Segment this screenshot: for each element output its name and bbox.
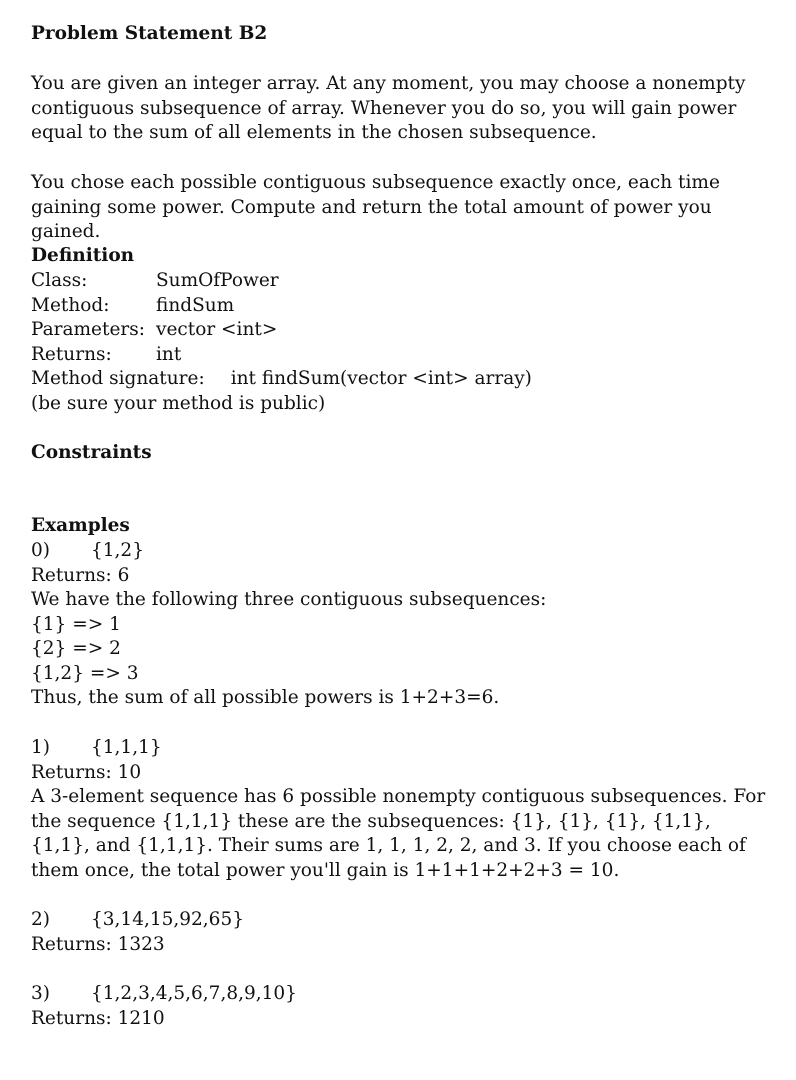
definition-row-parameters xyxy=(31,318,766,343)
intro-paragraph-2: You chose each possible contiguous subsequence exactly once, each time gaining some power. Compute and return the total amount of power you gained. xyxy=(31,172,720,242)
definition-row-returns xyxy=(31,343,766,368)
example-header xyxy=(31,736,766,761)
definition-table xyxy=(31,269,766,416)
definition-label: Parameters: xyxy=(31,319,145,340)
intro-paragraph-1: You are given an integer array. At any moment, you may choose a nonempty contiguous subsequence of array. Whenever you do so, you will gain power equal to the sum of all elements in the chosen subsequence. xyxy=(31,73,746,143)
example-header xyxy=(31,539,766,564)
example-index: 0) xyxy=(31,540,50,561)
example-returns: Returns: 10 xyxy=(31,761,142,783)
example-line: {1,2} => 3 xyxy=(31,662,139,684)
example-line: {2} => 2 xyxy=(31,638,121,659)
definition-row-signature xyxy=(31,367,766,392)
example-input: {3,14,15,92,65} xyxy=(91,909,244,930)
example-1 xyxy=(31,736,766,883)
example-returns: Returns: 1323 xyxy=(31,933,165,955)
example-2 xyxy=(31,908,766,957)
example-index: 3) xyxy=(31,983,50,1004)
definition-row-class xyxy=(31,269,766,294)
examples-heading: Examples xyxy=(31,515,130,536)
example-line: Thus, the sum of all possible powers is 1+2+3=6. xyxy=(31,687,500,708)
definition-row-method xyxy=(31,294,766,319)
definition-value: SumOfPower xyxy=(156,270,279,291)
signature-value: int findSum(vector <int> array) xyxy=(230,368,532,389)
example-index: 1) xyxy=(31,737,50,758)
definition-value: findSum xyxy=(156,294,235,316)
example-input: {1,2,3,4,5,6,7,8,9,10} xyxy=(91,983,297,1004)
example-line: {1} => 1 xyxy=(31,613,121,635)
example-index: 2) xyxy=(31,909,50,930)
definition-value: int xyxy=(156,343,182,365)
example-header xyxy=(31,908,766,933)
example-input: {1,2} xyxy=(91,540,144,561)
example-line: We have the following three contiguous subsequences: xyxy=(31,589,547,610)
constraints-heading: Constraints xyxy=(31,442,152,463)
definition-label: Class: xyxy=(31,270,88,291)
definition-label: Method: xyxy=(31,294,110,316)
signature-label: Method signature: xyxy=(31,368,205,389)
definition-note: (be sure your method is public) xyxy=(31,392,326,414)
example-returns: Returns: 1210 xyxy=(31,1007,165,1029)
example-input: {1,1,1} xyxy=(91,737,162,758)
definition-heading: Definition xyxy=(31,245,135,266)
example-explanation: A 3-element sequence has 6 possible nonempty contiguous subsequences. For the sequence {1,1,1} these are the subsequences: {1}, {1}, {1}, {1,1}, {1,1}, and {1,1,1}. Their sums are 1, 1, 1, 2, 2, and 3. If you choose each of them once, the total power you'll gain is 1+1+1+2+2+3 = 10. xyxy=(31,786,766,881)
definition-label: Returns: xyxy=(31,343,112,365)
example-0 xyxy=(31,539,766,711)
example-3 xyxy=(31,982,766,1031)
example-returns: Returns: 6 xyxy=(31,564,130,586)
problem-title: Problem Statement B2 xyxy=(31,23,268,44)
definition-value: vector <int> xyxy=(156,319,278,340)
example-header xyxy=(31,982,766,1007)
